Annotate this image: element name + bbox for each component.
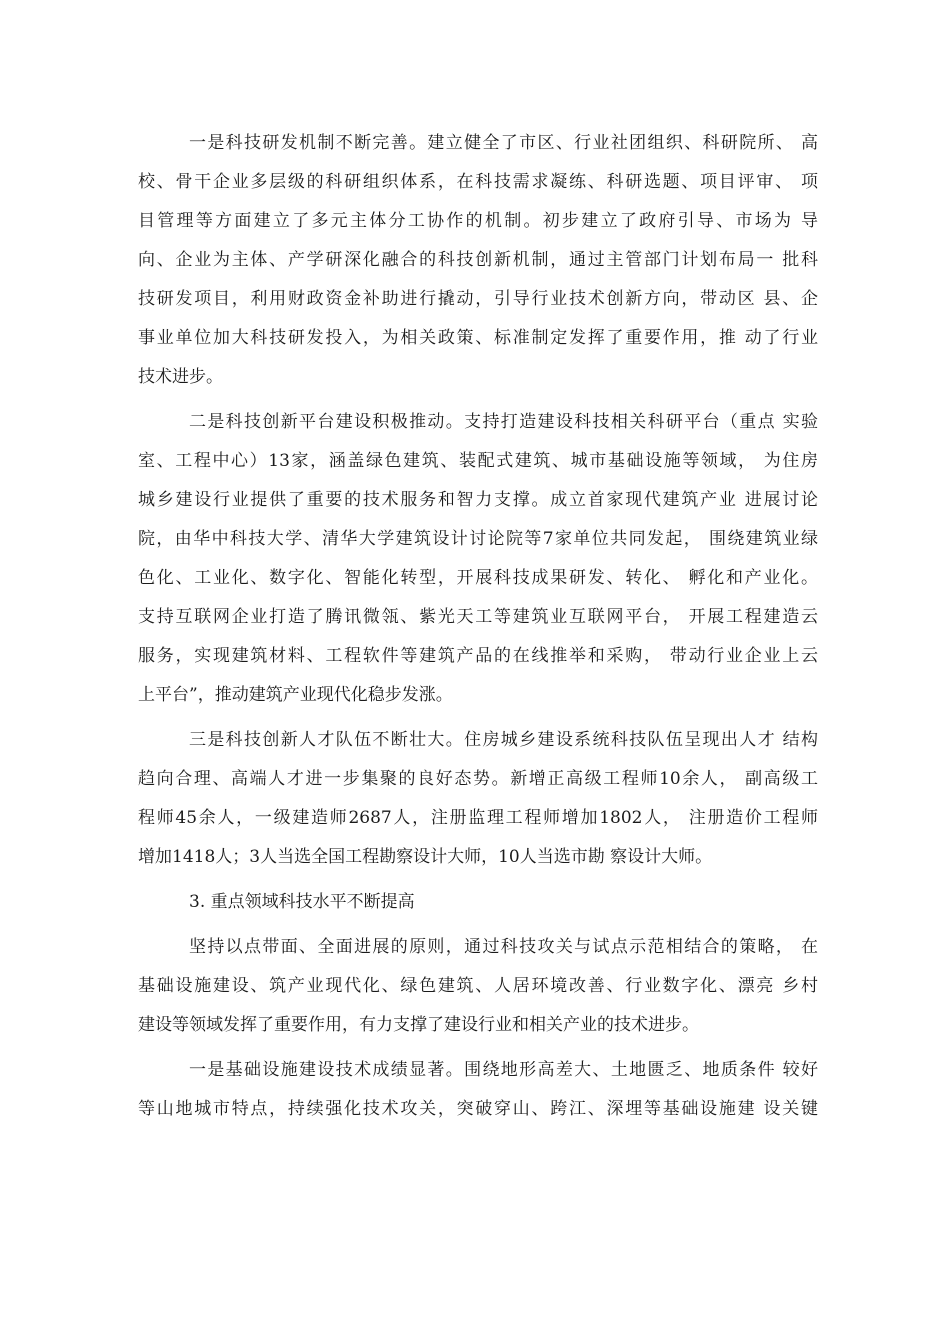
text-line: 二是科技创新平台建设积极推动。支持打造建设科技相关科研平台（重点 实验 bbox=[189, 412, 818, 432]
text-line: 院，由华中科技大学、清华大学建筑设计讨论院等7家单位共同发起， 围绕建筑业绿 bbox=[138, 529, 818, 549]
text-line: 事业单位加大科技研发投入，为相关政策、标准制定发挥了重要作用，推 动了行业 bbox=[138, 328, 818, 348]
text-line: 基础设施建设、筑产业现代化、绿色建筑、人居环境改善、行业数字化、漂亮 乡村 bbox=[138, 976, 818, 996]
text-line: 校、骨干企业多层级的科研组织体系，在科技需求凝练、科研选题、项目评审、 项 bbox=[138, 172, 818, 192]
text-line: 色化、工业化、数字化、智能化转型，开展科技成果研发、转化、 孵化和产业化。 bbox=[138, 568, 818, 588]
document-body bbox=[138, 124, 818, 1129]
paragraph-innovation-platform bbox=[138, 403, 818, 715]
text-line: 一是科技研发机制不断完善。建立健全了市区、行业社团组织、科研院所、 高 bbox=[189, 133, 818, 153]
paragraph-talent-team bbox=[138, 721, 818, 877]
section-heading bbox=[138, 883, 818, 922]
text-line: 等山地城市特点，持续强化技术攻关，突破穿山、跨江、深埋等基础设施建 设关键 bbox=[138, 1099, 818, 1119]
section-heading-text: 3. 重点领域科技水平不断提高 bbox=[189, 892, 415, 912]
text-line: 服务，实现建筑材料、工程软件等建筑产品的在线推举和采购， 带动行业企业上云 bbox=[138, 646, 818, 666]
text-line: 坚持以点带面、全面进展的原则，通过科技攻关与试点示范相结合的策略， 在 bbox=[189, 937, 818, 957]
paragraph-key-fields bbox=[138, 928, 818, 1045]
text-line: 一是基础设施建设技术成绩显著。围绕地形高差大、土地匮乏、地质条件 较好 bbox=[189, 1060, 818, 1080]
text-line: 室、工程中心）13家，涵盖绿色建筑、装配式建筑、城市基础设施等领域， 为住房 bbox=[138, 451, 818, 471]
text-line: 城乡建设行业提供了重要的技术服务和智力支撑。成立首家现代建筑产业 进展讨论 bbox=[138, 490, 818, 510]
text-line: 程师45余人，一级建造师2687人，注册监理工程师增加1802人， 注册造价工程师 bbox=[138, 808, 818, 828]
text-line: 技研发项目，利用财政资金补助进行撬动，引导行业技术创新方向，带动区 县、企 bbox=[138, 289, 818, 309]
text-line: 技术进步。 bbox=[138, 367, 223, 387]
text-line: 增加1418人；3人当选全国工程勘察设计大师，10人当选市勘 察设计大师。 bbox=[138, 847, 713, 867]
text-line: 支持互联网企业打造了腾讯微瓴、紫光天工等建筑业互联网平台， 开展工程建造云 bbox=[138, 607, 818, 627]
text-line: 上平台”，推动建筑产业现代化稳步发涨。 bbox=[138, 685, 453, 705]
text-line: 趋向合理、高端人才进一步集聚的良好态势。新增正高级工程师10余人， 副高级工 bbox=[138, 769, 818, 789]
paragraph-infrastructure bbox=[138, 1051, 818, 1129]
paragraph-research-mechanism bbox=[138, 124, 818, 397]
text-line: 建设等领域发挥了重要作用，有力支撑了建设行业和相关产业的技术进步。 bbox=[138, 1015, 699, 1035]
text-line: 向、企业为主体、产学研深化融合的科技创新机制，通过主管部门计划布局一 批科 bbox=[138, 250, 818, 270]
text-line: 三是科技创新人才队伍不断壮大。住房城乡建设系统科技队伍呈现出人才 结构 bbox=[189, 730, 818, 750]
text-line: 目管理等方面建立了多元主体分工协作的机制。初步建立了政府引导、市场为 导 bbox=[138, 211, 818, 231]
